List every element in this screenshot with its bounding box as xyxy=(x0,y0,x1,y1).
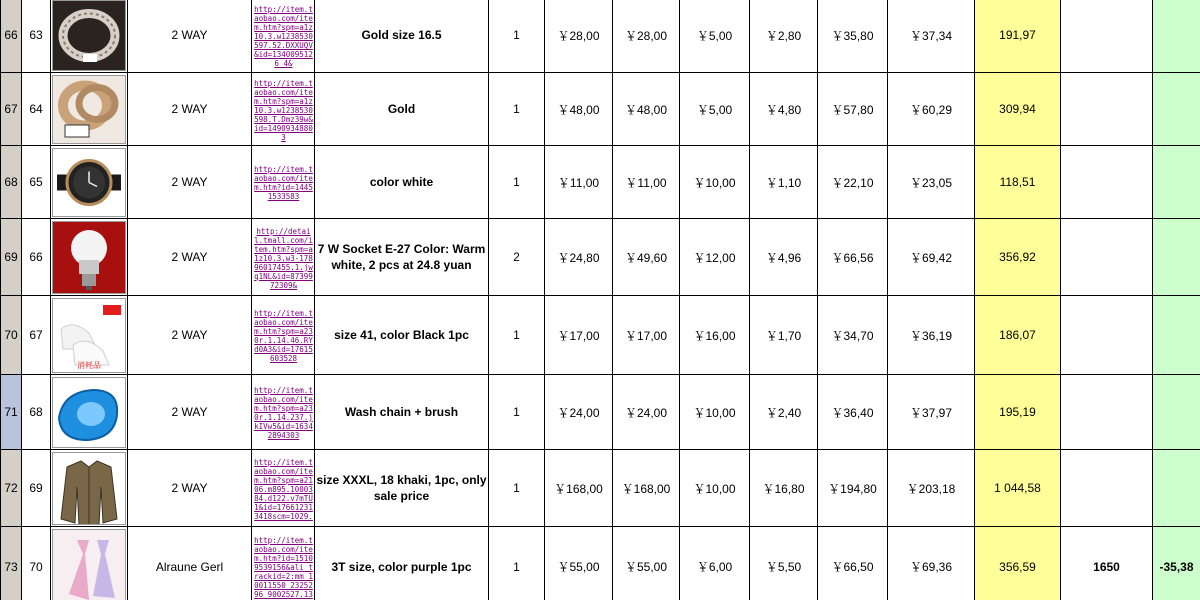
brand-cell: Alraune Gerl xyxy=(128,527,252,600)
description-cell: Wash chain + brush xyxy=(315,375,489,450)
svg-text:消耗品: 消耗品 xyxy=(77,360,101,370)
commission-cell: ￥4,80 xyxy=(750,73,818,146)
weight-cell: 1650 xyxy=(1061,527,1153,600)
shipping-cell: ￥10,00 xyxy=(680,450,750,527)
weight-cell xyxy=(1061,73,1153,146)
product-link[interactable] xyxy=(252,219,315,296)
description-cell: color white xyxy=(315,146,489,219)
total-price-cell: ￥17,00 xyxy=(613,296,680,375)
table-row[interactable] xyxy=(1,450,1200,527)
rub-total-cell: 118,51 xyxy=(975,146,1061,219)
total-price-cell: ￥28,00 xyxy=(613,0,680,73)
commission-cell: ￥5,50 xyxy=(750,527,818,600)
unit-price-cell: ￥24,80 xyxy=(545,219,613,296)
total-with-fee-cell: ￥36,19 xyxy=(888,296,975,375)
quantity-cell: 1 xyxy=(489,527,545,600)
quantity-cell: 1 xyxy=(489,0,545,73)
commission-cell: ￥2,80 xyxy=(750,0,818,73)
commission-cell: ￥4,96 xyxy=(750,219,818,296)
rub-total-cell: 191,97 xyxy=(975,0,1061,73)
difference-cell xyxy=(1153,375,1200,450)
table-body xyxy=(1,0,1200,600)
rub-total-cell: 356,92 xyxy=(975,219,1061,296)
chain-cleaner-thumbnail xyxy=(52,377,126,448)
product-image xyxy=(51,73,128,146)
total-price-cell: ￥49,60 xyxy=(613,219,680,296)
product-image xyxy=(51,296,128,375)
commission-cell: ￥2,40 xyxy=(750,375,818,450)
product-link[interactable] xyxy=(252,73,315,146)
description-cell: size XXXL, 18 khaki, 1pc, only sale price xyxy=(315,450,489,527)
difference-cell xyxy=(1153,0,1200,73)
unit-price-cell: ￥168,00 xyxy=(545,450,613,527)
row-number: 67 xyxy=(1,73,22,146)
shipping-cell: ￥5,00 xyxy=(680,0,750,73)
quantity-cell: 1 xyxy=(489,146,545,219)
unit-price-cell: ￥48,00 xyxy=(545,73,613,146)
quantity-cell: 1 xyxy=(489,296,545,375)
row-number: 66 xyxy=(1,0,22,73)
weight-cell xyxy=(1061,0,1153,73)
total-price-cell: ￥55,00 xyxy=(613,527,680,600)
total-with-fee-cell: ￥23,05 xyxy=(888,146,975,219)
quantity-cell: 1 xyxy=(489,73,545,146)
total-with-fee-cell: ￥37,97 xyxy=(888,375,975,450)
product-link[interactable] xyxy=(252,527,315,600)
row-index: 64 xyxy=(22,73,51,146)
product-link[interactable] xyxy=(252,146,315,219)
table-row[interactable] xyxy=(1,219,1200,296)
brand-cell: 2 WAY xyxy=(128,73,252,146)
total-price-cell: ￥24,00 xyxy=(613,375,680,450)
product-link-text[interactable]: http://item.taobao.com/item.htm?spm=a2106.m895.1000384.d122.v7mTU1&id=176612313418scm=1029. xyxy=(254,457,313,521)
quantity-cell: 1 xyxy=(489,375,545,450)
subtotal-cell: ￥22,10 xyxy=(818,146,888,219)
product-link-text[interactable]: http://item.taobao.com/item.htm?spm=a1z10.3.w1238530597.52.DXXUQV&id=1340095126 4& xyxy=(254,4,313,68)
unit-price-cell: ￥17,00 xyxy=(545,296,613,375)
table-row[interactable] xyxy=(1,73,1200,146)
product-image xyxy=(51,375,128,450)
product-image xyxy=(51,0,128,73)
brand-cell: 2 WAY xyxy=(128,450,252,527)
ring-silver-thumbnail xyxy=(52,0,126,71)
description-cell: 7 W Socket E-27 Color: Warm white, 2 pcs at 24.8 yuan xyxy=(315,219,489,296)
total-price-cell: ￥48,00 xyxy=(613,73,680,146)
shipping-cell: ￥16,00 xyxy=(680,296,750,375)
product-link-text[interactable]: http://item.taobao.com/item.htm?id=14451533583 xyxy=(254,165,313,201)
table-row[interactable] xyxy=(1,146,1200,219)
row-number: 73 xyxy=(1,527,22,600)
shipping-cell: ￥5,00 xyxy=(680,73,750,146)
difference-cell xyxy=(1153,450,1200,527)
product-image xyxy=(51,527,128,600)
product-link[interactable] xyxy=(252,450,315,527)
subtotal-cell: ￥34,70 xyxy=(818,296,888,375)
total-with-fee-cell: ￥60,29 xyxy=(888,73,975,146)
total-with-fee-cell: ￥203,18 xyxy=(888,450,975,527)
product-link[interactable] xyxy=(252,296,315,375)
shipping-cell: ￥10,00 xyxy=(680,375,750,450)
shipping-cell: ￥12,00 xyxy=(680,219,750,296)
difference-cell xyxy=(1153,73,1200,146)
total-price-cell: ￥168,00 xyxy=(613,450,680,527)
rub-total-cell: 309,94 xyxy=(975,73,1061,146)
difference-cell: -35,38 xyxy=(1153,527,1200,600)
brand-cell: 2 WAY xyxy=(128,219,252,296)
total-with-fee-cell: ￥69,36 xyxy=(888,527,975,600)
product-link[interactable] xyxy=(252,375,315,450)
description-cell: Gold xyxy=(315,73,489,146)
unit-price-cell: ￥24,00 xyxy=(545,375,613,450)
subtotal-cell: ￥194,80 xyxy=(818,450,888,527)
product-image xyxy=(51,219,128,296)
description-cell: size 41, color Black 1pc xyxy=(315,296,489,375)
watch-thumbnail xyxy=(52,148,126,217)
table-row[interactable] xyxy=(1,375,1200,450)
row-number: 71 xyxy=(1,375,22,450)
row-index: 68 xyxy=(22,375,51,450)
rub-total-cell: 1 044,58 xyxy=(975,450,1061,527)
table-row[interactable] xyxy=(1,527,1200,600)
product-image xyxy=(51,450,128,527)
bulb-thumbnail xyxy=(52,221,126,294)
product-link-text[interactable]: http://item.taobao.com/item.htm?id=15109539156&ali_trackid=2:mm_10011550_2325296_9002527.13 xyxy=(254,536,313,599)
shipping-cell: ￥6,00 xyxy=(680,527,750,600)
subtotal-cell: ￥35,80 xyxy=(818,0,888,73)
table-row[interactable] xyxy=(1,0,1200,73)
row-index: 69 xyxy=(22,450,51,527)
unit-price-cell: ￥11,00 xyxy=(545,146,613,219)
total-with-fee-cell: ￥69,42 xyxy=(888,219,975,296)
weight-cell xyxy=(1061,375,1153,450)
weight-cell xyxy=(1061,450,1153,527)
description-cell: Gold size 16.5 xyxy=(315,0,489,73)
weight-cell xyxy=(1061,296,1153,375)
difference-cell xyxy=(1153,146,1200,219)
product-image xyxy=(51,146,128,219)
commission-cell: ￥16,80 xyxy=(750,450,818,527)
unit-price-cell: ￥28,00 xyxy=(545,0,613,73)
subtotal-cell: ￥66,50 xyxy=(818,527,888,600)
rub-total-cell: 186,07 xyxy=(975,296,1061,375)
product-link-text[interactable]: http://detail.tmall.com/item.htm?spm=a1z10.3.w3-17896017455.1.jwq1NL&id=8739972309& xyxy=(254,226,313,290)
quantity-cell: 2 xyxy=(489,219,545,296)
product-link-text[interactable]: http://item.taobao.com/item.htm?spm=a1z10.3.w1238530598.T.Dmz39w&id=1490934880 3 xyxy=(254,78,313,142)
product-link-text[interactable]: http://item.taobao.com/item.htm?spm=a230r.1.14.46.RYd0A3&id=17615603528 xyxy=(254,309,313,363)
weight-cell xyxy=(1061,219,1153,296)
row-number: 68 xyxy=(1,146,22,219)
brand-cell: 2 WAY xyxy=(128,146,252,219)
description-cell: 3T size, color purple 1pc xyxy=(315,527,489,600)
product-link[interactable] xyxy=(252,0,315,73)
row-index: 66 xyxy=(22,219,51,296)
brand-cell: 2 WAY xyxy=(128,0,252,73)
subtotal-cell: ￥36,40 xyxy=(818,375,888,450)
total-with-fee-cell: ￥37,34 xyxy=(888,0,975,73)
commission-cell: ￥1,70 xyxy=(750,296,818,375)
row-number: 69 xyxy=(1,219,22,296)
brand-cell: 2 WAY xyxy=(128,375,252,450)
row-number: 70 xyxy=(1,296,22,375)
shoes-thumbnail xyxy=(52,298,126,373)
brand-cell: 2 WAY xyxy=(128,296,252,375)
difference-cell xyxy=(1153,296,1200,375)
row-index: 65 xyxy=(22,146,51,219)
difference-cell xyxy=(1153,219,1200,296)
total-price-cell: ￥11,00 xyxy=(613,146,680,219)
product-link-text[interactable]: http://item.taobao.com/item.htm?spm=a230r.1.14.237.jkIVw5&id=16342894303 xyxy=(254,386,313,440)
subtotal-cell: ￥66,56 xyxy=(818,219,888,296)
weight-cell xyxy=(1061,146,1153,219)
row-index: 67 xyxy=(22,296,51,375)
row-number: 72 xyxy=(1,450,22,527)
jacket-thumbnail xyxy=(52,452,126,525)
rub-total-cell: 356,59 xyxy=(975,527,1061,600)
shipping-cell: ￥10,00 xyxy=(680,146,750,219)
row-index: 70 xyxy=(22,527,51,600)
rub-total-cell: 195,19 xyxy=(975,375,1061,450)
subtotal-cell: ￥57,80 xyxy=(818,73,888,146)
ring-gold-thumbnail xyxy=(52,75,126,144)
unit-price-cell: ￥55,00 xyxy=(545,527,613,600)
dress-thumbnail xyxy=(52,529,126,600)
table-row[interactable] xyxy=(1,296,1200,375)
quantity-cell: 1 xyxy=(489,450,545,527)
row-index: 63 xyxy=(22,0,51,73)
commission-cell: ￥1,10 xyxy=(750,146,818,219)
